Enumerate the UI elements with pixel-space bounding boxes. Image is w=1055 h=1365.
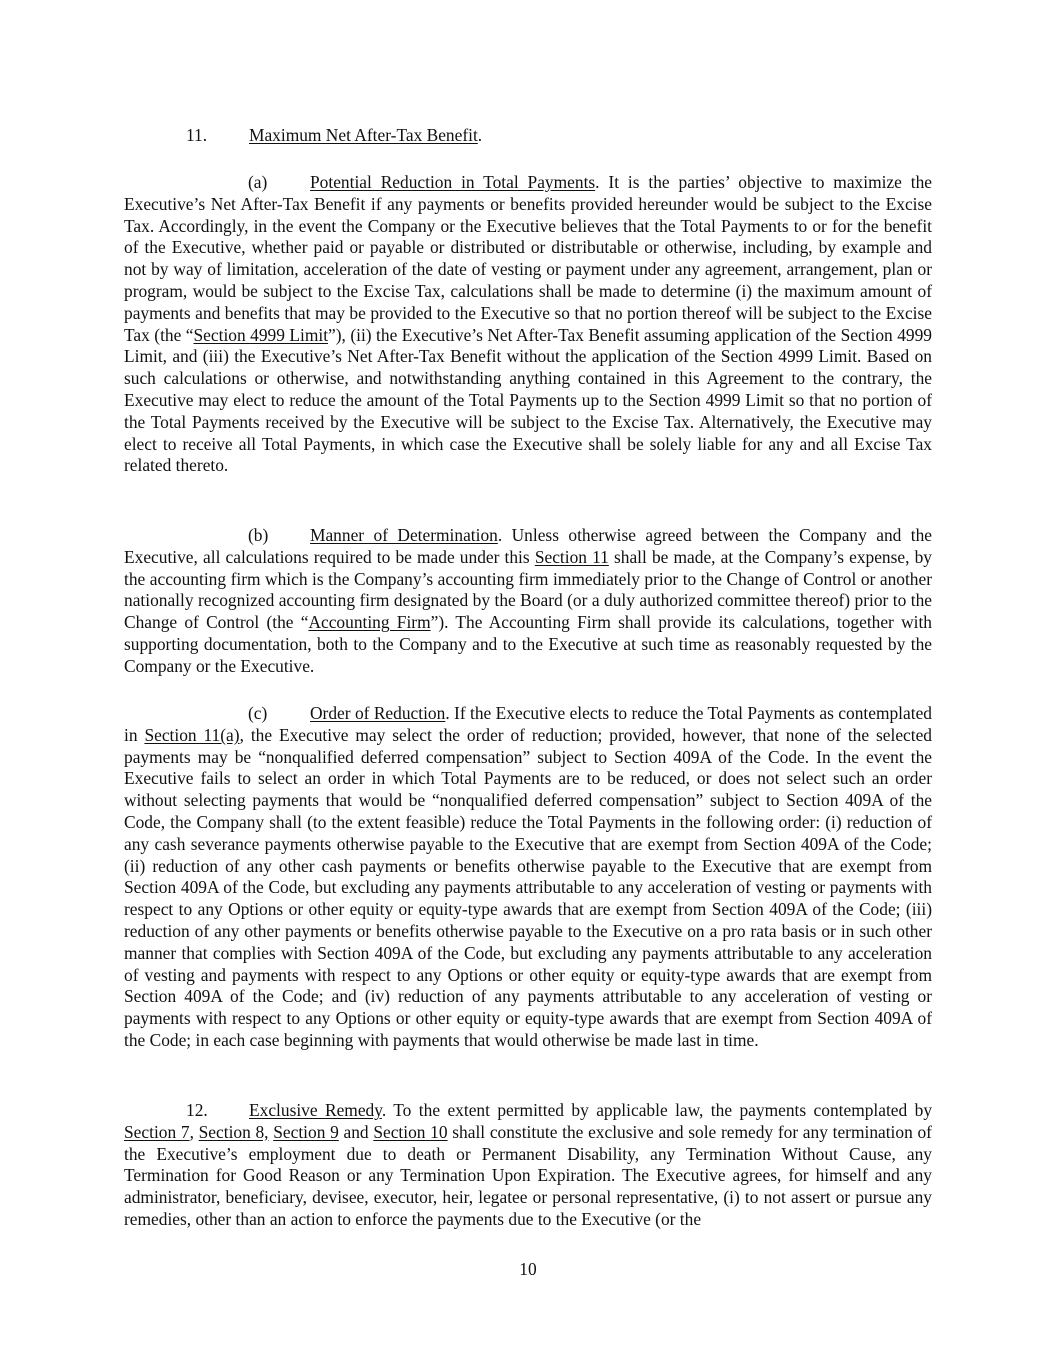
subsection-label: (a) (248, 172, 268, 192)
paragraph-text: . It is the parties’ objective to maximize the Executive’s Net After-Tax Benefit if any payments or benefits provided hereunder would be subject to the Excise Tax. Accordingly, in the event the Company or the Executive believes that the Total Payments to or for the benefit of the Executive, whether paid or payable or distributed or distributable or otherwise, including, by example and not by way of limitation, acceleration of the date of vesting or payment under any agreement, arrangement, plan or program, would be subject to the Excise Tax, calculations shall be made to determine (i) the maximum amount of payments and benefits that may be provided to the Executive so that no portion thereof will be subject to the Excise Tax (the “ (124, 172, 932, 345)
section-reference: Section 10 (373, 1121, 448, 1142)
section-reference: Section 7 (124, 1121, 190, 1142)
paragraph-text: , the Executive may select the order of reduction; provided, however, that none of the selected payments may be “nonqualified deferred compensation” subject to Section 409A of the Code. In the event the Executive fails to select an order in which Total Payments are to be reduced, or does not select such an order without selecting payments that would be “nonqualified deferred compensation” subject to Section 409A of the Code, the Company shall (to the extent feasible) reduce the Total Payments in the following order: (i) reduction of any cash severance payments otherwise payable to the Executive that are exempt from Section 409A of the Code; (ii) reduction of any other cash payments or benefits otherwise payable to the Executive that are exempt from Section 409A of the Code, but excluding any payments attributable to any acceleration of vesting or payments with respect to any Options or other equity or equity-type awards that are exempt from Section 409A of the Code; (iii) reduction of any other payments or benefits otherwise payable to the Executive on a pro rata basis or in such other manner that complies with Section 409A of the Code, but excluding any payments attributable to any acceleration of vesting and payments with respect to any Options or other equity or equity-type awards that are exempt from Section 409A of the Code; and (iv) reduction of any payments attributable to any acceleration of vesting or payments with respect to any Options or other equity or equity-type awards that are exempt from Section 409A of the Code; in each case beginning with payments that would otherwise be made last in time. (124, 724, 933, 1050)
paragraph-text: . Unless otherwise agreed between the Company and the Executive, all calculations required to be made under this (124, 525, 932, 567)
paragraph-text: . If the Executive elects to reduce the Total Payments as contemplated in (124, 703, 932, 745)
subsection-heading: Order of Reduction (310, 703, 446, 723)
section-reference: Section 9 (273, 1121, 339, 1142)
paragraph-11b (124, 525, 932, 678)
paragraph-text: . To the extent permitted by applicable law, the payments contemplated by (381, 1100, 933, 1120)
section-title: Exclusive Remedy (249, 1100, 382, 1120)
section-reference: Section 8, (198, 1121, 269, 1142)
subsection-label: (c) (248, 703, 268, 723)
paragraph-text: shall constitute the exclusive and sole remedy for any termination of the Executive’s employment due to death or Permanent Disability, any Termination Without Cause, any Termination for Good Reason or any Termination Upon Expiration. The Executive agrees, for himself and any administrator, beneficiary, devisee, executor, heir, legatee or personal representative, (i) to not assert or pursue any remedies, other than an action to enforce the payments due to the Executive (or the (124, 1121, 932, 1229)
defined-term: Section 4999 Limit (193, 324, 329, 345)
subsection-heading: Manner of Determination (310, 525, 498, 545)
section-reference: Section 11 (534, 546, 609, 567)
paragraph-text: ”). The Accounting Firm shall provide its calculations, together with supporting documentation, both to the Company and to the Executive at such time as reasonably requested by the Company or the Executive. (124, 612, 933, 676)
paragraph-11c (124, 703, 932, 1052)
section-number: 11. (186, 125, 208, 145)
separator-text: and (338, 1121, 374, 1142)
subsection-label: (b) (248, 525, 269, 545)
section-reference: Section 11(a) (144, 724, 240, 745)
defined-term: Accounting Firm (308, 612, 431, 633)
section-11-heading (124, 125, 932, 147)
paragraph-text: shall be made, at the Company’s expense, by the accounting firm which is the Company’s accounting firm immediately prior to the Change of Control or another nationally recognized accounting firm designated by the Board (or a duly authorized committee thereof) prior to the Change of Control (the “ (124, 546, 932, 633)
section-title-period: . (477, 125, 483, 145)
paragraph-11a (124, 172, 932, 477)
section-number: 12. (186, 1100, 208, 1120)
paragraph-text: ”), (ii) the Executive’s Net After-Tax Benefit assuming application of the Section 4999 Limit, and (iii) the Executive’s Net After-Tax Benefit without the application of the Section 4999 Limit. Based on such calculations or otherwise, and notwithstanding anything contained in this Agreement to the contrary, the Executive may elect to reduce the amount of the Total Payments up to the Section 4999 Limit so that no portion of the Total Payments received by the Executive will be subject to the Excise Tax. Alternatively, the Executive may elect to receive all Total Payments, in which case the Executive shall be solely liable for any and all Excise Tax related thereto. (124, 324, 932, 476)
separator-text: , (189, 1121, 199, 1142)
section-title: Maximum Net After-Tax Benefit (249, 125, 478, 145)
section-12-paragraph (124, 1100, 932, 1231)
page-number: 10 (519, 1259, 537, 1279)
subsection-heading: Potential Reduction in Total Payments (310, 172, 596, 192)
